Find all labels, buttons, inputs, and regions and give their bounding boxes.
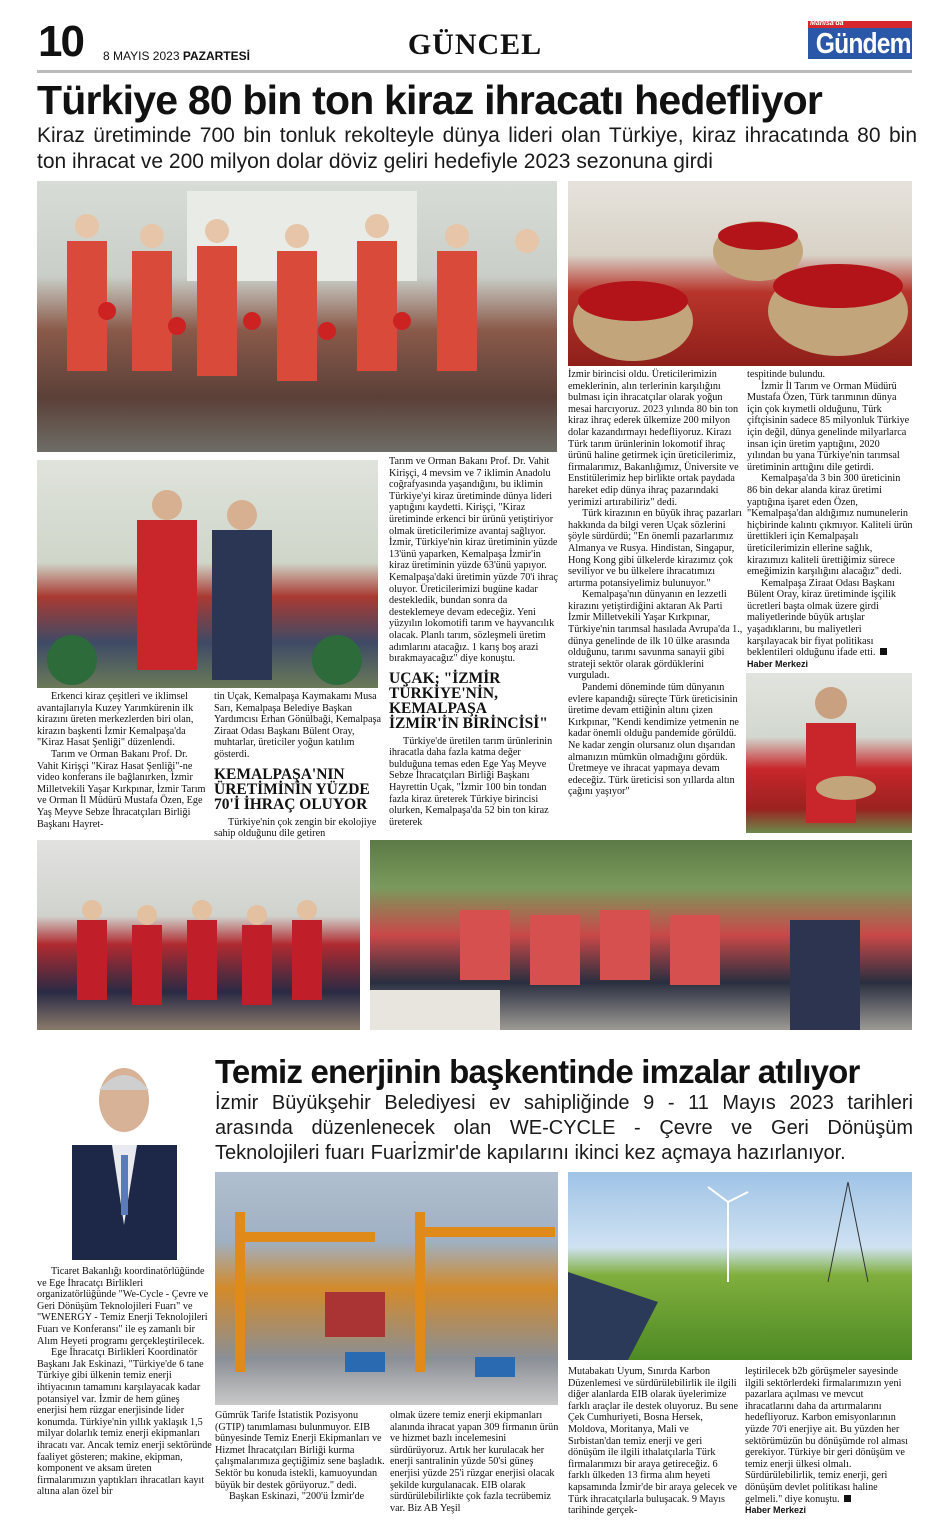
photo-port-cranes — [215, 1172, 558, 1405]
crosshead: KEMALPAŞA'NIN ÜRETİMİNİN YÜZDE 70'İ İHRAÇ OLUYOR — [214, 765, 370, 813]
paragraph — [747, 578, 913, 671]
paragraph: Kemalpaşa'nın dünyanın en lezzetli kirazını yetiştirdiğini aktaran Ak Parti İzmir Milletvekili Yaşar Kırkpınar, Türkiye'nin tarımsal hasılada Avrupa'da 1., dünya genelinde de ilk 10 ülke arasında olduğunu, tarımı savunma sanayii gibi strateji sektör olarak gördüklerini vurguladı. — [568, 589, 743, 682]
photo-portrait — [37, 1055, 210, 1260]
paragraph: Mutabakatı Uyum, Sınırda Karbon Düzenlemesi ve sürdürülebilirlik ile ilgili diğer alanlarda EIB olarak üyelerimize farklı araçlar ile destek oluyoruz. Bu sene Çek Cumhuriyeti, Bosna Hersek, Moldova, Moritanya, Mali ve Sırbistan'dan temiz enerji ve geri dönüşüm ile ilgili ithalatçılarla Türk firmalarımızı bir araya getireceğiz. 6 farklı ülkeden 13 firma alım heyeti kapsamında İzmir'de bir araya gelecek ve Türk ihracatçılarla buluşacak. 9 Mayıs tarihinde gerçek- — [568, 1366, 739, 1517]
header-rule — [37, 70, 912, 73]
paragraph: olmak üzere temiz enerji ekipmanları alanında ihracat yapan 309 firmanın ürün ve hizmet bazlı incelemesini sürdürüyoruz. Artık her kurulacak her enerji santralinin yüzde 50'si güneş enerjisi yüzde 25'i rüzgar enerjisi olacak şekilde kurgulanacak. EIB olarak sürdürülebilirlikte çok fazla tecrübemiz var. Biz AB Yeşil — [390, 1410, 559, 1514]
paragraph: Ege İhracatçı Birlikleri Koordinatör Başkanı Jak Eskinazi, "Türkiye'de 6 tane Türkiye gibi ülkenin temiz enerji ihtiyacının tamamını karşılayacak kadar potansiyel var. İzmir de hem güneş enerjisi hem rüzgar enerjisinde lider konumda. Türkiye'nin yıllık yaklaşık 1,5 milyar dolarlık temiz enerji ekipmanları ihracatı var. Ancak temiz enerji sektöründe faaliyet gösteren; makine, ekipman, komponent ve aksam üreten firmalarımızın yaptıkları ihracatları kayıt altına alan özel bir — [37, 1347, 212, 1498]
official-illustration — [746, 673, 912, 833]
paragraph: Erkenci kiraz çeşitleri ve iklimsel avantajlarıyla Kuzey Yarımkürenin ilk kirazını üreten merkezlerden biri olan, kirazın başkenti İzmir Kemalpaşa'da "Kiraz Hasat Şenliği" düzenlendi. — [37, 691, 194, 749]
article2-column-5 — [745, 1366, 913, 1517]
group-illustration — [37, 181, 557, 452]
paragraph: Türkiye'nin çok zengin bir ekolojiye sahip olduğunu dile getiren — [214, 816, 377, 840]
paragraph: Türkiye'de üretilen tarım ürünlerinin ihracatla daha fazla katma değer bulduğuna temas eden Ege Yaş Meyve Sebze İhracatçıları Birliği Başkanı Hayrettin Uçak, "İzmir 100 bin tondan fazla kiraz üreterek Türkiye birincisi olurken, Kemalpaşa'da 52 bin ton kiraz üreterek — [389, 735, 553, 828]
crosshead: UÇAK; "İZMİR TÜRKİYE'NİN, KEMALPAŞA İZMİR'İN BİRİNCİSİ" — [389, 669, 548, 732]
logo-small: Manisa'da — [810, 20, 844, 27]
article1-column-1 — [37, 691, 209, 830]
byline: Haber Merkezi — [747, 658, 809, 669]
end-mark-icon — [844, 1495, 851, 1502]
port-illustration — [215, 1172, 558, 1405]
article1-column-5 — [747, 369, 913, 670]
section-title: GÜNCEL — [407, 28, 543, 61]
paragraph: tespitinde bulundu. — [747, 369, 826, 380]
officials-illustration — [37, 460, 378, 688]
day-text: PAZARTESİ — [182, 49, 250, 63]
end-mark-icon — [880, 648, 887, 655]
paragraph-text: leştirilecek b2b görüşmeler sayesinde ilgili sektörlerdeki firmalarımızın yeni pazarlara açılması ve mevcut ihracatlarını daha da artırmalarını hedefliyoruz. Karbon emisyonlarının yüzde 70'i enerjiye ait. Bu yüzden her sektörümüzün bu dönüşümde rol alması gerekiyor. Türkiye bir geri dönüşüm ve temiz enerji ülkesi olmalı. Sürdürülebilirlik, temiz enerji, geri dönüşüm devlet politikası haline gelmeli." diye konuştu. — [745, 1366, 908, 1505]
article1-headline: Türkiye 80 bin ton kiraz ihracatı hedefliyor — [37, 77, 823, 123]
article2-headline: Temiz enerjinin başkentinde imzalar atılıyor — [215, 1053, 860, 1090]
dancers-illustration — [37, 840, 360, 1030]
article1-column-3 — [389, 456, 559, 828]
article2-column-3 — [390, 1410, 560, 1514]
article2-column-4 — [568, 1366, 740, 1517]
paragraph: İzmir İl Tarım ve Orman Müdürü Mustafa Özen, Türk tarımının dünya için çok kıymetli olduğunu, Türk çiftçisinin sadece 85 milyonluk Türkiye için değil, dünya genelinde milyarlarca insan için üretim yaptığını, 2020 yılından bu yana Türkiye'nin tarımsal üretiminin arttığını dile getirdi. — [747, 380, 910, 473]
photo-cherry-baskets — [568, 181, 912, 366]
portrait-illustration — [37, 1055, 210, 1260]
photo-officials-baskets — [37, 460, 378, 688]
ceremony-illustration — [370, 840, 912, 1030]
photo-folk-dancers — [37, 840, 360, 1030]
paragraph: Gümrük Tarife İstatistik Pozisyonu (GTIP) tanımlaması bulunmuyor. EIB bünyesinde Temiz Enerji Ekipmanları ve Hizmet İhracatçıları Birliği kurma çalışmalarımıza geçtiğimiz sene başladık. Sektör bu konuda istekli, kamuoyundan büyük bir destek görüyoruz." dedi. — [215, 1410, 385, 1491]
article1-subhead: Kiraz üretiminde 700 bin tonluk rekolteyle dünya lideri olan Türkiye, kiraz ihracatında 80 bin ton ihracat ve 200 milyon dolar döviz geliri hedefiyle 2023 sezonuna girdi — [37, 124, 917, 173]
date-text: 8 MAYIS 2023 — [103, 49, 180, 63]
paragraph: Başkan Eskinazi, "200'ü İzmir'de — [229, 1491, 365, 1503]
paragraph: Tarım ve Orman Bakanı Prof. Dr. Vahit Kirişçi "Kiraz Hasat Şenliği"-ne video konferans ile bağlanırken, İzmir Milletvekili Yaşar Kırkpınar, İzmir Tarım ve Orman İl Müdürü Mustafa Özen, Ege Yaş Meyve Sebze İhracatçıları Birliği Başkanı Hayret- — [37, 748, 206, 830]
paragraph-text: Kemalpaşa Ziraat Odası Başkanı Bülent Oray, kiraz üretiminde işçilik ücretleri başta olmak üzere girdi maliyetlerinde büyük artışlar yaşadıklarını, bu maliyetleri karşılayacak bir fiyat politikası beklentileri olduğunu ifade etti. — [747, 577, 896, 659]
paragraph: Kemalpaşa'da 3 bin 300 üreticinin 86 bin dekar alanda kiraz üretimi yaptığına işaret eden Özen, "Kemalpaşa'dan aldığımız numunelerin hiçbirinde kalıntı çıkmıyor. Kaliteli ürün ürettikleri için Kemalpaşalı üreticilerimizin ellerine sağlık, kirazımızı kaliteli ürettiğimiz sürece emeğimizin karşılığını alacağız" dedi. — [747, 473, 913, 578]
article2-subhead: İzmir Büyükşehir Belediyesi ev sahipliğinde 9 - 11 Mayıs 2023 tarihleri arasında düzenlenecek olan WE-CYCLE - Çevre ve Geri Dönüşüm Teknolojileri fuarı Fuarİzmir'de kapılarını ikinci kez açmaya hazırlanıyor. — [215, 1092, 913, 1164]
article2-column-1 — [37, 1266, 212, 1498]
photo-prayer-ceremony — [370, 840, 912, 1030]
logo-big: Gündem — [815, 28, 911, 60]
paragraph: Pandemi döneminde tüm dünyanın evlere kapandığı süreçte Türk üreticisinin üretime devam ettiğinin altını çizen Kırkpınar, "Kendi kendimize yetmenin ne kadar önemli olduğu pandemide görüldü. Ne kadar zengin olursanız olun dışarıdan almanızın mümkün olmadığını gördük. Üretmeye ve ihracat yapmaya devam edeceğiz. Türk üreticisi son yıllarda altın çağını yaşıyor" — [568, 682, 739, 798]
paragraph: Ticaret Bakanlığı koordinatörlüğünde ve Ege İhracatçı Birlikleri organizatörlüğünde "We-Cycle - Çevre ve Geri Dönüşüm Teknolojileri Fuarı" ve "WENERGY - Temiz Enerji Teknolojileri Fuarı ve Konferansı" ile eş zamanlı bir Alım Heyeti programı gerçekleştirilecek. — [37, 1266, 209, 1347]
paragraph: tin Uçak, Kemalpaşa Kaymakamı Musa Sarı, Kemalpaşa Belediye Başkan Yardımcısı Erhan Gönülbaği, Kemalpaşa Ziraat Odası Başkanı Bülent Oray, muhtarlar, üreticiler yoğun katılım gösterdi. — [214, 691, 382, 760]
article2-column-2 — [215, 1410, 385, 1503]
byline: Haber Merkezi — [745, 1505, 807, 1516]
baskets-illustration — [568, 181, 912, 366]
paragraph: İzmir birincisi oldu. Üreticilerimizin emeklerinin, alın terlerinin karşılığını bulması için ihracatçılar olarak yoğun mesai harcıyoruz. 2023 yılında 80 bin ton kiraz ihraç ederek ülkemize 200 milyon dolar kazandırmayı hedefliyoruz. Kirazı Türk tarım ürünlerinin lokomotif ihraç ürünü haline getirmek için üreticilerimiz, firmalarımız, Bakanlığımız, Üniversite ve Enstitülerimiz hep birlikte ortak paydada hareket edip dünya ihraç pazarındaki yerimizi artırabiliriz" dedi. — [568, 369, 739, 508]
photo-official-basket — [746, 673, 912, 833]
energy-illustration — [568, 1172, 912, 1360]
article1-column-2 — [214, 691, 386, 840]
paragraph: Türk kirazının en büyük ihraç pazarları hakkında da bilgi veren Uçak sözlerini şöyle sürdürdü; "En önemli pazarlarımız Almanya ve Rusya. Hindistan, Singapur, Hong Kong gibi ülkelerde kirazımız çok seviliyor ve bu ülkelere ihracatımızı artırma potansiyelimiz bulunuyor." — [568, 508, 742, 589]
newspaper-logo — [808, 21, 912, 59]
article1-column-4 — [568, 369, 744, 798]
photo-harvest-group — [37, 181, 557, 452]
paragraph: Tarım ve Orman Bakanı Prof. Dr. Vahit Kirişçi, 4 mevsim ve 7 iklimin Anadolu coğrafyasında yaşandığını, bu iklimin Türkiye'yi kiraz üretiminde dünya lideri yaptığını kaydetti. Kirişçi, "Kiraz üretiminde erkenci bir ürünü yetiştiriyor olmak üreticilerimize avantaj sağlıyor. İzmir, Türkiye'nin kiraz üretiminin yüzde 13'ünü yaparken, Kemalpaşa İzmir'in kiraz üretiminin yüzde 63'ünü yapıyor. Kemalpaşa'daki üretimin yüzde 70'i ihraç oluyor. Üreticilerimizi bugüne kadar destekledik, bundan sonra da desteklemeye devam edeceğiz. Yeni yüzyılın lokomotifi tarım ve hayvancılık olacak. Planlı tarım, sözleşmeli üretim adımlarını atacağız. 1 karış boş arazi bırakmayacağız" diye konuştu. — [389, 456, 558, 665]
paragraph — [745, 1366, 913, 1517]
photo-renewable-energy — [568, 1172, 912, 1360]
page-number: 10 — [38, 17, 83, 66]
